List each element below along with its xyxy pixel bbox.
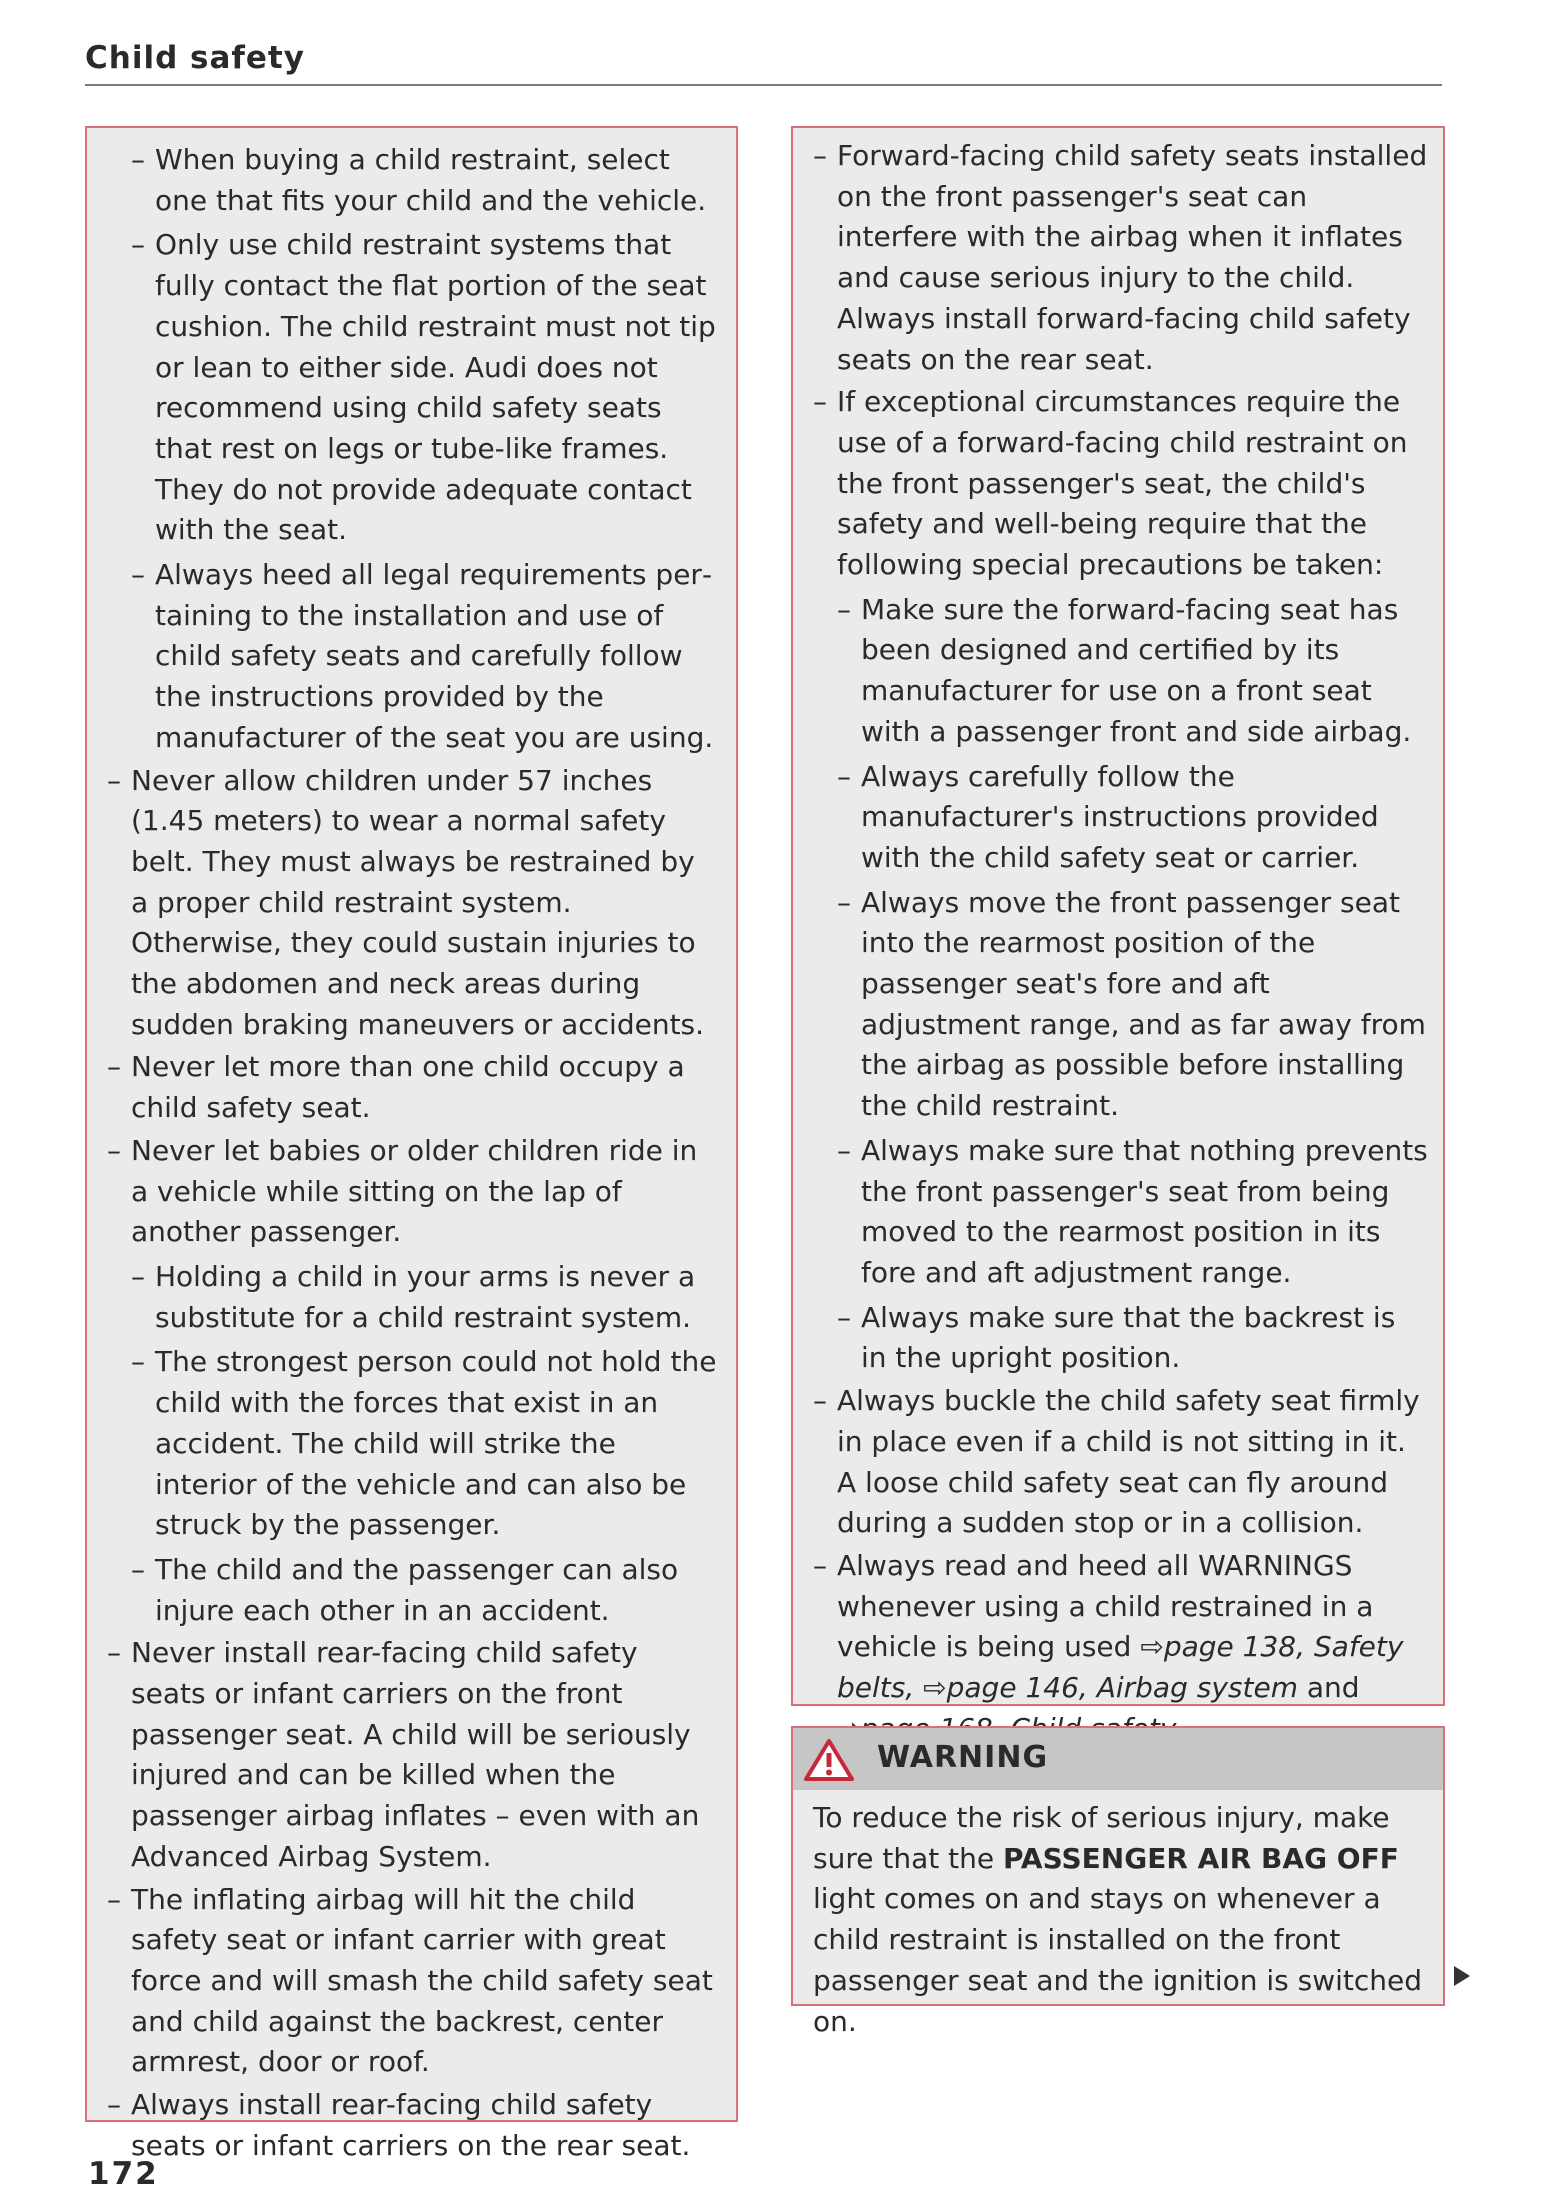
- list-item-text: Always make sure that nothing prevents the front passenger's seat from being moved to the rearmost position in its fore and aft adjustment range.: [861, 1133, 1428, 1289]
- list-item-text: The strongest person could not hold the child with the forces that exist in an accident. The child will strike the interior of the vehicle and can also be struck by the passenger.: [155, 1345, 717, 1542]
- cross-ref-arrow-icon: ⇨: [1140, 1630, 1164, 1664]
- dash-bullet: –: [107, 1133, 121, 1167]
- list-item: [813, 1381, 1429, 1544]
- list-item-text: Never install rear-facing child safety seats or infant carriers on the front passenger seat. A child will be seriously injured and can be killed when the passenger airbag inflates – even with an Advanced Airbag System.: [131, 1636, 700, 1873]
- warning-text: [793, 1790, 1443, 2042]
- list-item-text: Only use child restraint systems that fully contact the flat portion of the seat cushion. The child restraint must not tip or lean to either side. Audi does not recommend using child safety seats that rest on legs or tube-like frames. They do not provide adequate contact with the seat.: [155, 228, 716, 547]
- list-item-text: When buying a child restraint, select one that fits your child and the vehicle.: [155, 143, 707, 217]
- warning-title: WARNING: [877, 1740, 1049, 1775]
- list-item-text: Always move the front passenger seat into the rearmost position of the passenger seat's fore and aft adjustment range, and as far away from the airbag as possible before installing the child restraint.: [861, 885, 1426, 1123]
- dash-bullet: –: [107, 1050, 121, 1084]
- list-item: [813, 1298, 1429, 1379]
- warning-text-part: To reduce the risk of serious injury, make sure that the: [813, 1801, 1390, 1875]
- dash-bullet: –: [131, 143, 145, 176]
- dash-bullet: –: [107, 1882, 121, 1916]
- list-item-text: If exceptional circumstances require the use of a forward-facing child restraint on the front passenger's seat, the child's safety and well-being require that the following special precautions be taken:: [837, 385, 1408, 582]
- list-item-text: Never let more than one child occupy a child safety seat.: [131, 1050, 685, 1125]
- dash-bullet: –: [837, 885, 851, 919]
- list-item: [813, 883, 1429, 1127]
- list-item-text: Never let babies or older children ride in a vehicle while sitting on the lap of another passenger.: [131, 1133, 698, 1249]
- dash-bullet: –: [131, 228, 145, 262]
- list-item-text: The inflating airbag will hit the child safety seat or infant carrier with great force and will smash the child safety seat and child against the backrest, center armrest, door or roof.: [131, 1882, 713, 2079]
- list-item-text: Never allow children under 57 inches (1.45 meters) to wear a normal safety belt. They must always be restrained by a proper child restraint system. Otherwise, they could sustain injuries to the abdomen and neck areas during sudden braking maneuvers or accidents.: [131, 763, 705, 1041]
- warning-text-part: light comes on and stays on whenever a child restraint is installed on the front passenger seat and the ignition is switched on.: [813, 1882, 1423, 2038]
- list-item-text: Always heed all legal requirements pertaining to the installation and use of child safety seats and carefully follow the instructions provided by the manufacturer of the seat you are using.: [155, 558, 714, 754]
- dash-bullet: –: [131, 558, 145, 592]
- list-item-text: Always make sure that the backrest is in the upright position.: [861, 1300, 1396, 1375]
- page-section-title: Child safety: [85, 40, 305, 76]
- warning-triangle-icon: [803, 1738, 855, 1782]
- list-item: [813, 757, 1429, 879]
- list-item-text: The child and the passenger can also injure each other in an accident.: [155, 1552, 679, 1627]
- dash-bullet: –: [837, 592, 851, 626]
- list-item: [813, 1546, 1429, 1750]
- list-item-text: Forward-facing child safety seats installed on the front passenger's seat can interfere with the airbag when it inflates and cause serious injury to the child. Always install forward-facing child safety seats on the rear seat.: [837, 139, 1428, 376]
- list-item-text: Holding a child in your arms is never a substitute for a child restraint system.: [155, 1259, 696, 1334]
- dash-bullet: –: [813, 139, 827, 172]
- dash-bullet: –: [813, 1548, 827, 1582]
- list-item: [107, 1880, 718, 2084]
- list-item: [813, 136, 1429, 380]
- dash-bullet: –: [107, 763, 121, 797]
- dash-bullet: –: [107, 2088, 121, 2122]
- dash-bullet: –: [107, 1636, 121, 1670]
- dash-bullet: –: [131, 1345, 145, 1379]
- list-item: [107, 1342, 718, 1546]
- dash-bullet: –: [837, 1300, 851, 1334]
- list-item: [107, 140, 718, 221]
- list-item: [107, 761, 718, 1046]
- dash-bullet: –: [837, 759, 851, 793]
- list-item-text: Always read and heed all WARNINGS whenever using a child restrained in a vehicle is being used: [837, 1548, 1374, 1664]
- header-divider: [85, 84, 1442, 86]
- list-item-text: Always buckle the child safety seat firmly in place even if a child is not sitting in it. A loose child safety seat can fly around during a sudden stop or in a collision.: [837, 1384, 1420, 1540]
- list-item: [107, 225, 718, 551]
- warning-bold-text: PASSENGER AIR BAG OFF: [1002, 1841, 1399, 1875]
- list-item-text: Always carefully follow the manufacturer's instructions provided with the child safety seat or carrier.: [861, 759, 1379, 874]
- right-safety-box: [791, 126, 1445, 1706]
- list-item: [813, 590, 1429, 753]
- dash-bullet: –: [813, 385, 827, 419]
- list-item: [107, 1047, 718, 1128]
- dash-bullet: –: [131, 1552, 145, 1586]
- list-item: [813, 1131, 1429, 1294]
- list-item: [107, 1257, 718, 1338]
- list-item: [813, 382, 1429, 586]
- page-number: 172: [88, 2156, 159, 2192]
- dash-bullet: –: [837, 1133, 851, 1167]
- warning-header: [793, 1728, 1443, 1790]
- dash-bullet: –: [813, 1384, 827, 1418]
- cross-ref-arrow-icon: ⇨: [923, 1671, 947, 1705]
- warning-box: [791, 1726, 1445, 2038]
- list-item-text: Make sure the forward-facing seat has been designed and certified by its manufacturer for use on a front seat with a passenger front and side airbag.: [861, 592, 1412, 748]
- list-item: [107, 1633, 718, 1877]
- list-item-text: Always install rear-facing child safety seats or infant carriers on the rear seat.: [131, 2088, 691, 2162]
- list-item: [107, 1131, 718, 1253]
- list-item: [107, 2085, 718, 2166]
- list-item: [107, 1550, 718, 1631]
- cross-reference-link[interactable]: page 138, Safety belts,: [837, 1630, 1404, 1705]
- dash-bullet: –: [131, 1259, 145, 1293]
- left-safety-box: [85, 126, 738, 2162]
- next-page-arrow-icon: [1452, 1964, 1472, 1988]
- list-item-text: and: [1306, 1671, 1360, 1705]
- cross-reference-link[interactable]: page 146, Airbag system: [946, 1671, 1298, 1705]
- list-item: [107, 555, 718, 759]
